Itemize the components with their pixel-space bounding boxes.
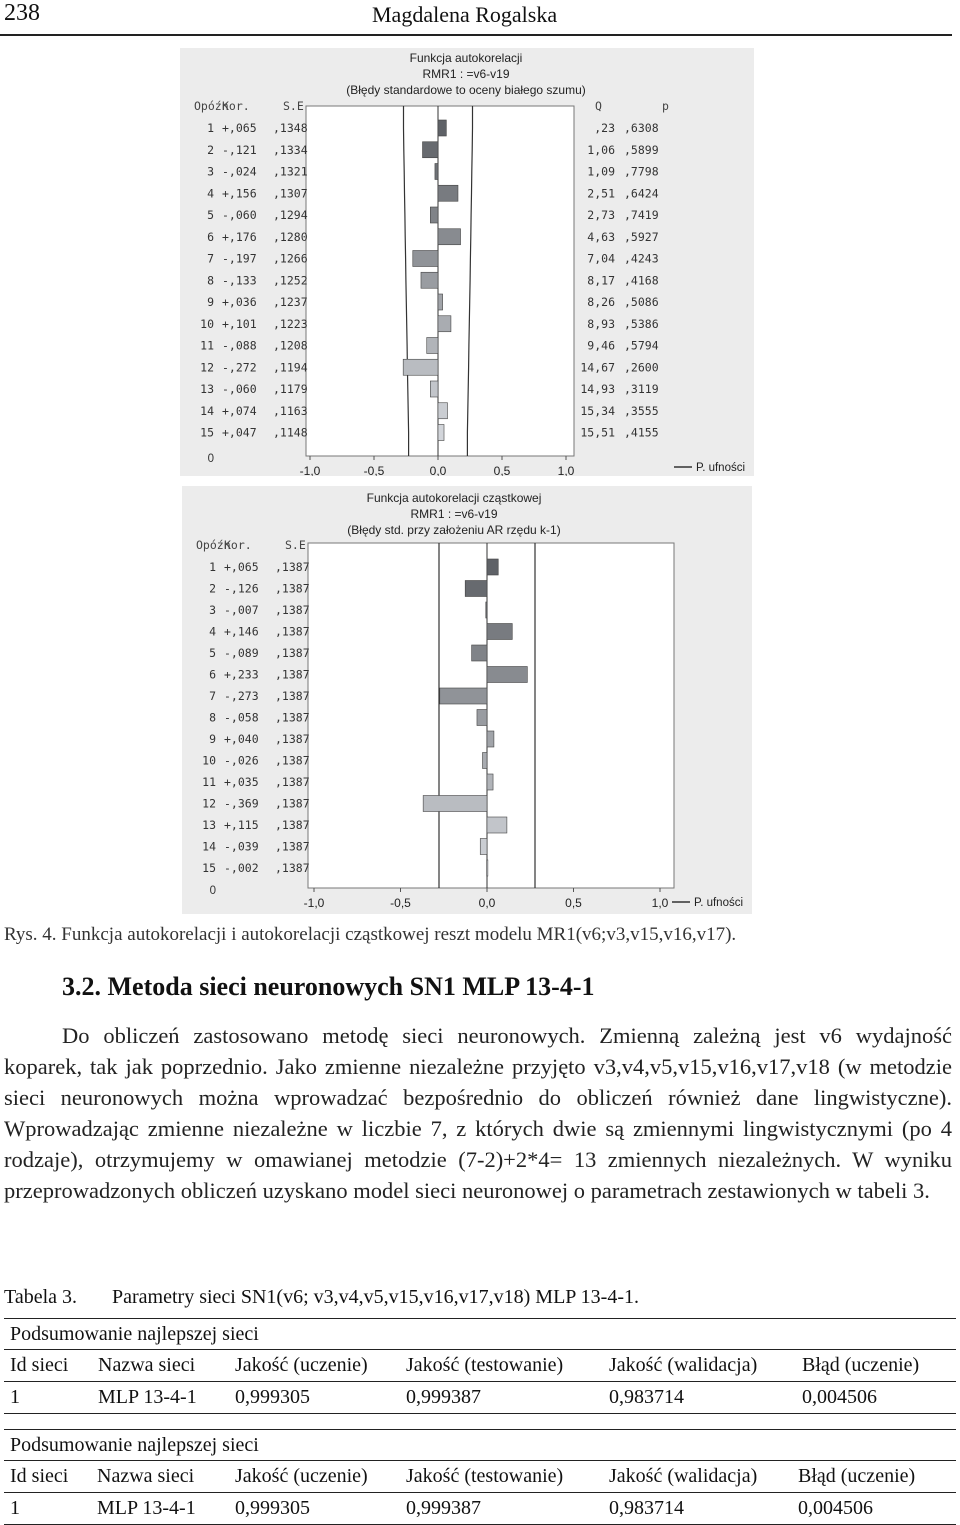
column-header: Błąd (uczenie) xyxy=(792,1461,956,1493)
acf-bar xyxy=(487,731,494,747)
x-tick-label: 0,5 xyxy=(493,464,511,476)
q-value: 2,73 xyxy=(587,208,615,222)
table-cell: MLP 13-4-1 xyxy=(92,1382,229,1414)
corr-value: -,369 xyxy=(224,796,259,811)
acf-bar xyxy=(413,251,438,267)
se-value: ,1237 xyxy=(273,295,308,309)
lag-label: 13 xyxy=(200,382,214,396)
acf-bar xyxy=(487,860,488,876)
se-value: ,1387 xyxy=(275,861,310,875)
se-value: ,1321 xyxy=(273,164,308,179)
acf-chart xyxy=(180,48,754,476)
p-value: ,5899 xyxy=(624,142,659,157)
lag-label: 14 xyxy=(202,839,216,854)
se-value: ,1387 xyxy=(275,710,310,725)
acf-bar xyxy=(438,120,446,136)
corr-value: +,156 xyxy=(222,186,257,201)
acf-bar xyxy=(477,710,487,726)
acf-bar xyxy=(423,796,487,812)
lag-label: 8 xyxy=(209,710,216,725)
lag-label: 4 xyxy=(207,186,214,201)
se-value: ,1387 xyxy=(275,775,310,789)
p-value: ,7798 xyxy=(624,164,659,179)
corr-value: +,035 xyxy=(224,775,259,789)
se-value: ,1387 xyxy=(275,624,310,639)
se-value: ,1387 xyxy=(275,796,310,811)
acf-bar xyxy=(440,688,487,704)
table-row xyxy=(4,1382,956,1414)
table-title: Podsumowanie najlepszej sieci xyxy=(4,1430,956,1461)
lag-label: 5 xyxy=(209,646,216,660)
se-value: ,1266 xyxy=(273,251,308,266)
column-header: Nazwa sieci xyxy=(91,1461,229,1493)
p-value: ,3119 xyxy=(624,382,659,396)
acf-bar xyxy=(438,425,444,441)
se-value: ,1208 xyxy=(273,338,308,353)
acf-bar xyxy=(435,164,438,180)
lag-label: 9 xyxy=(209,732,216,746)
corr-value: -,126 xyxy=(224,581,259,596)
results-table-2 xyxy=(4,1429,956,1525)
p-value: ,4155 xyxy=(624,425,659,440)
acf-bar xyxy=(487,774,493,790)
x-tick-label: 0,5 xyxy=(565,896,582,910)
x-tick-label: -1,0 xyxy=(303,896,325,910)
section-title: 3.2. Metoda sieci neuronowych SN1 MLP 13-4-1 xyxy=(62,972,595,1001)
acf-bar xyxy=(486,602,487,618)
acf-bar xyxy=(487,559,498,575)
se-value: ,1387 xyxy=(275,818,310,832)
acf-bar xyxy=(438,229,461,245)
running-author: Magdalena Rogalska xyxy=(372,2,558,27)
p-value: ,4243 xyxy=(624,251,659,266)
lag-label: 14 xyxy=(200,403,214,418)
x-tick-label: -1,0 xyxy=(299,464,321,476)
lag-label: 1 xyxy=(207,121,214,135)
body-paragraph xyxy=(4,1020,952,1206)
lag-label: 13 xyxy=(202,818,216,832)
table-cell: 0,999305 xyxy=(229,1382,400,1414)
lag-label: 12 xyxy=(202,796,216,811)
col-header-lag: Opóźn xyxy=(194,99,229,113)
p-value: ,5927 xyxy=(624,229,659,244)
x-tick-label: 0,0 xyxy=(478,896,496,910)
acf-bar xyxy=(487,817,507,833)
se-value: ,1307 xyxy=(273,186,308,201)
plot-area xyxy=(308,543,674,888)
column-header: Id sieci xyxy=(4,1461,91,1493)
se-value: ,1179 xyxy=(273,382,308,396)
corr-value: +,074 xyxy=(222,403,257,418)
chart-title-line: RMR1 : =v6-v19 xyxy=(422,67,510,81)
column-header: Jakość (walidacja) xyxy=(603,1350,796,1382)
corr-value: +,233 xyxy=(224,667,259,682)
se-value: ,1387 xyxy=(275,560,310,574)
acf-bar xyxy=(423,142,438,158)
corr-value: -,002 xyxy=(224,861,259,875)
acf-bar xyxy=(430,381,438,397)
se-value: ,1348 xyxy=(273,121,308,135)
corr-value: +,146 xyxy=(224,624,259,639)
p-value: ,2600 xyxy=(624,360,659,375)
table-cell: 0,983714 xyxy=(603,1382,796,1414)
chart-title-line: (Błędy std. przy założeniu AR rzędu k-1) xyxy=(347,523,561,537)
acf-bar xyxy=(438,294,443,310)
table-cell: 0,983714 xyxy=(603,1493,792,1525)
corr-value: +,101 xyxy=(222,316,257,331)
se-value: ,1387 xyxy=(275,839,310,854)
se-value: ,1280 xyxy=(273,229,308,244)
se-value: ,1387 xyxy=(275,646,310,660)
lag-label: 7 xyxy=(207,251,214,266)
lag-label: 8 xyxy=(207,273,214,288)
column-header: Jakość (uczenie) xyxy=(229,1350,400,1382)
p-value: ,4168 xyxy=(624,273,659,288)
p-value: ,6308 xyxy=(624,121,659,135)
x-tick-label: -0,5 xyxy=(390,896,411,910)
se-value: ,1194 xyxy=(273,360,308,375)
corr-value: +,176 xyxy=(222,229,257,244)
corr-value: -,273 xyxy=(224,689,259,703)
chart-title-line: (Błędy standardowe to oceny białego szumu) xyxy=(346,83,586,97)
q-value: 8,17 xyxy=(587,273,615,288)
q-value: 15,34 xyxy=(580,403,615,418)
table-cell: 0,004506 xyxy=(792,1493,956,1525)
x-tick-label: -0,5 xyxy=(363,464,385,476)
table-label: Tabela 3. xyxy=(4,1286,78,1308)
se-value: ,1294 xyxy=(273,208,308,222)
se-value: ,1387 xyxy=(275,581,310,596)
acf-bar xyxy=(438,185,458,201)
corr-value: -,197 xyxy=(222,251,257,266)
pacf-chart xyxy=(182,486,752,914)
chart-title-line: RMR1 : =v6-v19 xyxy=(410,507,498,521)
acf-bar xyxy=(487,624,512,640)
acf-bar xyxy=(472,645,487,661)
x-tick-label: 0,0 xyxy=(429,464,447,476)
table-title: Podsumowanie najlepszej sieci xyxy=(4,1319,956,1350)
lag-label: 3 xyxy=(207,164,214,179)
acf-bar xyxy=(403,359,438,375)
table-cell: 0,999387 xyxy=(400,1382,603,1414)
lag-label: 4 xyxy=(209,624,216,639)
acf-bar xyxy=(480,839,487,855)
column-header: Jakość (uczenie) xyxy=(229,1461,400,1493)
corr-value: -,007 xyxy=(224,603,259,617)
column-header: Jakość (walidacja) xyxy=(603,1461,792,1493)
lag-label: 11 xyxy=(200,338,214,353)
zero-row-label: 0 xyxy=(207,453,214,465)
table-caption-text: Parametry sieci SN1(v6; v3,v4,v5,v15,v16,v17,v18) MLP 13-4-1. xyxy=(112,1286,639,1308)
table-cell: 1 xyxy=(4,1382,92,1414)
corr-value: -,058 xyxy=(224,710,259,725)
lag-label: 5 xyxy=(207,208,214,222)
acf-bar xyxy=(465,581,487,597)
se-value: ,1387 xyxy=(275,603,310,617)
corr-value: -,060 xyxy=(222,208,257,222)
lag-label: 6 xyxy=(207,229,214,244)
col-header-corr: Kor. xyxy=(224,538,252,552)
lag-label: 7 xyxy=(209,689,216,703)
lag-label: 10 xyxy=(200,316,214,331)
p-value: ,3555 xyxy=(624,403,659,418)
corr-value: -,133 xyxy=(222,273,257,288)
corr-value: -,039 xyxy=(224,839,259,854)
lag-label: 11 xyxy=(202,775,216,789)
q-value: 8,93 xyxy=(587,316,615,331)
zero-row-label: 0 xyxy=(209,885,216,897)
chart-title-line: Funkcja autokorelacji xyxy=(409,51,523,65)
acf-figure xyxy=(180,48,754,476)
page-number: 238 xyxy=(4,0,40,26)
column-header: Id sieci xyxy=(4,1350,92,1382)
acf-bar xyxy=(487,667,527,683)
acf-bar xyxy=(427,338,438,354)
q-value: 14,67 xyxy=(580,360,615,375)
page-header xyxy=(0,0,952,36)
table-row xyxy=(4,1493,956,1525)
q-value: 7,04 xyxy=(587,251,615,266)
q-value: 8,26 xyxy=(587,295,615,309)
corr-value: -,024 xyxy=(222,164,257,179)
se-value: ,1387 xyxy=(275,732,310,746)
se-value: ,1163 xyxy=(273,403,308,418)
p-value: ,5794 xyxy=(624,338,659,353)
col-header-se: S.E xyxy=(283,99,304,113)
x-tick-label: 1,0 xyxy=(557,464,575,476)
corr-value: -,089 xyxy=(224,646,259,660)
column-header: Nazwa sieci xyxy=(92,1350,229,1382)
q-value: 4,63 xyxy=(587,229,615,244)
acf-bar xyxy=(438,403,447,419)
table-header-row xyxy=(4,1461,956,1493)
chart-title-line: Funkcja autokorelacji cząstkowej xyxy=(366,491,542,505)
results-table-1 xyxy=(4,1318,956,1414)
p-value: ,6424 xyxy=(624,186,659,201)
corr-value: -,026 xyxy=(224,753,259,768)
column-header: Błąd (uczenie) xyxy=(796,1350,956,1382)
col-header-q: Q xyxy=(595,99,602,113)
col-header-corr: Kor. xyxy=(222,99,250,113)
se-value: ,1148 xyxy=(273,425,308,440)
corr-value: +,040 xyxy=(224,732,259,746)
q-value: 9,46 xyxy=(587,338,615,353)
corr-value: +,036 xyxy=(222,295,257,309)
table-cell: MLP 13-4-1 xyxy=(91,1493,229,1525)
q-value: 2,51 xyxy=(587,186,615,201)
q-value: 1,06 xyxy=(587,142,615,157)
col-header-p: p xyxy=(662,99,669,113)
table-title-row xyxy=(4,1319,956,1350)
corr-value: +,115 xyxy=(224,818,259,832)
q-value: ,23 xyxy=(594,121,615,135)
legend-label: P. ufności xyxy=(696,462,746,474)
table-cell: 0,999305 xyxy=(229,1493,400,1525)
se-value: ,1387 xyxy=(275,753,310,768)
q-value: 14,93 xyxy=(580,382,615,396)
paragraph-text: Do obliczeń zastosowano metodę sieci neuronowych. Zmienną zależną jest v6 wydajność koparek, tak jak poprzednio. Jako zmienne niezależne przyjęto v3,v4,v5,v15,v16,v17,v18 (w metodzie sieci neuronowych można wprowadzać bezpośrednio do obliczeń również dane lingwistyczne). Wprowadzając zmienne niezależne w liczbie 7, z których dwie są zmiennymi lingwistycznymi (po 4 rodzaje), otrzymujemy w omawianej metodzie (7-2)+2*4= 13 zmiennych niezależnych. W wyniku przeprowadzonych obliczeń uzyskano model sieci neuronowej o parametrach zestawionych w tabeli 3. xyxy=(4,1023,952,1203)
p-value: ,5086 xyxy=(624,295,659,309)
corr-value: +,065 xyxy=(222,121,257,135)
table-header-row xyxy=(4,1350,956,1382)
table-cell: 0,999387 xyxy=(400,1493,603,1525)
se-value: ,1387 xyxy=(275,667,310,682)
lag-label: 2 xyxy=(209,581,216,596)
q-value: 15,51 xyxy=(580,425,615,440)
figure-caption: Rys. 4. Funkcja autokorelacji i autokorelacji cząstkowej reszt modelu MR1(v6;v3,v15,v16,v17). xyxy=(4,924,737,945)
column-header: Jakość (testowanie) xyxy=(400,1350,603,1382)
acf-bar xyxy=(430,207,438,223)
x-tick-label: 1,0 xyxy=(651,896,669,910)
lag-label: 3 xyxy=(209,603,216,617)
lag-label: 2 xyxy=(207,142,214,157)
p-value: ,7419 xyxy=(624,208,659,222)
corr-value: -,060 xyxy=(222,382,257,396)
table-cell: 1 xyxy=(4,1493,91,1525)
se-value: ,1387 xyxy=(275,689,310,703)
lag-label: 12 xyxy=(200,360,214,375)
acf-bar xyxy=(421,272,438,288)
col-header-lag: Opóźn xyxy=(196,538,231,552)
p-value: ,5386 xyxy=(624,316,659,331)
corr-value: +,065 xyxy=(224,560,259,574)
se-value: ,1334 xyxy=(273,142,308,157)
lag-label: 1 xyxy=(209,560,216,574)
lag-label: 6 xyxy=(209,667,216,682)
q-value: 1,09 xyxy=(587,164,615,179)
corr-value: -,272 xyxy=(222,360,257,375)
pacf-figure xyxy=(182,486,752,914)
se-value: ,1252 xyxy=(273,273,308,288)
acf-bar xyxy=(438,316,451,332)
table-cell: 0,004506 xyxy=(796,1382,956,1414)
column-header: Jakość (testowanie) xyxy=(400,1461,603,1493)
lag-label: 15 xyxy=(202,861,216,875)
table-caption xyxy=(4,1286,639,1309)
legend-label: P. ufności xyxy=(694,897,744,909)
acf-bar xyxy=(483,753,487,769)
se-value: ,1223 xyxy=(273,316,308,331)
corr-value: -,121 xyxy=(222,142,257,157)
corr-value: -,088 xyxy=(222,338,257,353)
col-header-se: S.E xyxy=(285,538,306,552)
lag-label: 15 xyxy=(200,425,214,440)
corr-value: +,047 xyxy=(222,425,257,440)
table-title-row xyxy=(4,1430,956,1461)
lag-label: 9 xyxy=(207,295,214,309)
lag-label: 10 xyxy=(202,753,216,768)
